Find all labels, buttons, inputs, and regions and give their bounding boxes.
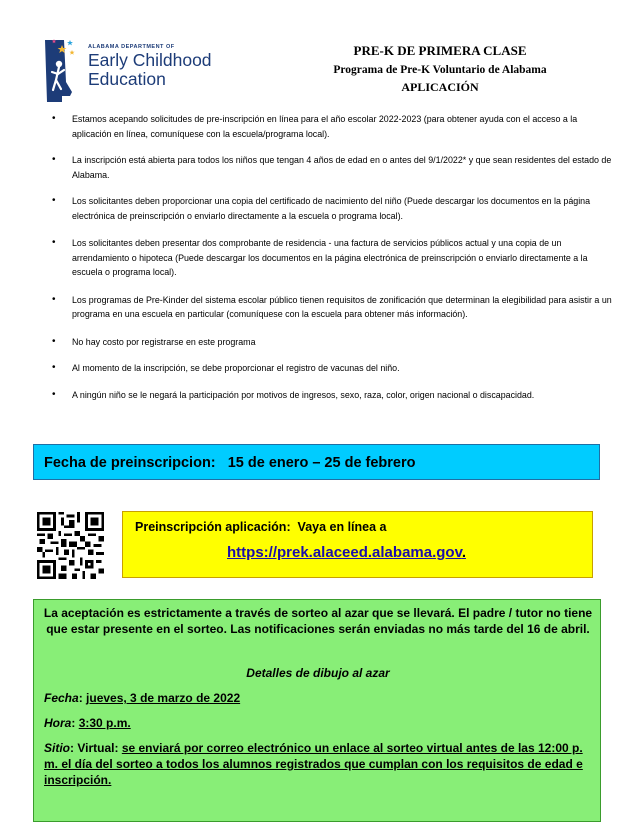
application-link-wrap <box>227 544 466 561</box>
lottery-site-row: Sitio: Virtual: se enviará por correo electrónico un enlace al sorteo virtual antes de las 12:00 p. m. el día del sorteo a todos los alumnos registrados que cumplan con los requisitos de edad e inscripción. <box>44 741 583 787</box>
list-item: • A ningún niño se le negará la participación por motivos de ingresos, sexo, raza, color, origen nacional o discapacidad. <box>52 388 612 403</box>
lottery-time-label: Hora <box>44 716 72 730</box>
list-item: • La inscripción está abierta para todos los niños que tengan 4 años de edad en o antes del 9/1/2022* y que sean residentes del estado de Alabama. <box>52 153 612 182</box>
lottery-site-prefix: Virtual: <box>77 741 122 755</box>
list-item: • Los programas de Pre-Kinder del sistema escolar público tienen requisitos de zonificación que determinan la elegibilidad para asistir a un programa en una escuela en particular (comuníquese con la escuela para obtener más información). <box>52 293 612 322</box>
lottery-date-value: jueves, 3 de marzo de 2022 <box>86 691 241 705</box>
page-title: PRE-K DE PRIMERA CLASE <box>353 43 527 58</box>
list-item: • Los solicitantes deben proporcionar una copia del certificado de nacimiento del niño (Puede descargar los documentos en la página electrónica de preinscripción o enviarlo directamente a la escuela o programa local). <box>52 194 612 223</box>
lottery-site-value: se enviará por correo electrónico un enlace al sorteo virtual antes de las 12:00 p. m. el día del sorteo a todos los alumnos registrados que cumplan con los requisitos de edad e inscripción. <box>44 741 583 787</box>
lottery-description: La aceptación es estrictamente a través de sorteo al azar que se llevará. El padre / tutor no tiene que estar presente en el sorteo. Las notificaciones serán enviadas no más tarde del 16 de abril. <box>43 606 593 636</box>
lottery-time-value: 3:30 p.m. <box>78 716 131 730</box>
registration-dates-text: Fecha de preinscripcion: 15 de enero – 25 de febrero <box>44 455 416 471</box>
lottery-date-row: Fecha: jueves, 3 de marzo de 2022 <box>44 691 241 705</box>
list-item: • No hay costo por registrarse en este programa <box>52 335 612 350</box>
lottery-details-title: Detalles de dibujo al azar <box>246 666 390 680</box>
logo-line2: Education <box>88 69 166 89</box>
registration-dates-banner <box>33 444 600 480</box>
list-item: • Estamos acepando solicitudes de pre-inscripción en línea para el año escolar 2022-2023 (para obtener ayuda con el acceso a la aplicación en línea, comuníquese con la escuela/programa local). <box>52 112 612 141</box>
qr-code-icon[interactable] <box>37 512 104 579</box>
lottery-date-label: Fecha <box>44 691 79 705</box>
logo-department-text: ALABAMA DEPARTMENT OF <box>88 44 175 50</box>
logo-line1: Early Childhood <box>88 50 212 70</box>
application-banner <box>122 511 593 578</box>
alabama-child-logo-icon <box>42 36 82 104</box>
application-url-period: . <box>461 544 466 561</box>
logo-name <box>88 51 212 89</box>
document-type: APLICACIÓN <box>401 80 479 94</box>
lottery-site-label: Sitio <box>44 741 70 755</box>
application-url-link[interactable]: https://prek.alaceed.alabama.gov <box>227 544 462 561</box>
lottery-info-box <box>33 599 601 822</box>
list-item: • Al momento de la inscripción, se debe proporcionar el registro de vacunas del niño. <box>52 361 612 376</box>
application-label: Preinscripción aplicación: Vaya en línea a <box>135 520 387 534</box>
lottery-time-row: Hora: 3:30 p.m. <box>44 716 131 730</box>
ecde-logo <box>42 36 242 106</box>
requirements-list <box>52 112 612 402</box>
page-subtitle: Programa de Pre-K Voluntario de Alabama <box>333 64 547 76</box>
list-item: • Los solicitantes deben presentar dos comprobante de residencia - una factura de servicios públicos actual y una copia de un arrendamiento o hipoteca (Puede descargar los documentos en la página electrónica de preinscripción o enviarlo directamente a la escuela o programa local). <box>52 236 612 280</box>
